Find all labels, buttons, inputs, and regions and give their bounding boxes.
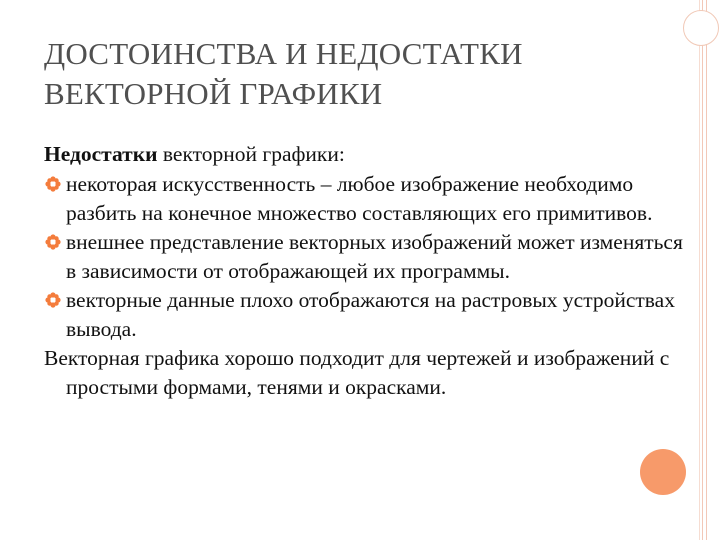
list-item — [44, 286, 684, 344]
slide-title — [44, 34, 664, 114]
title-line-1: ДОСТОИНСТВА И НЕДОСТАТКИ — [44, 36, 523, 71]
list-item-text: векторные данные плохо отображаются на растровых устройствах вывода. — [66, 288, 675, 341]
sun-flower-icon — [45, 234, 61, 250]
decorative-ring — [683, 10, 719, 46]
sun-flower-icon — [45, 292, 61, 308]
section-heading-bold: Недостатки — [44, 142, 158, 166]
conclusion-paragraph: Векторная графика хорошо подходит для чертежей и изображений с простыми формами, тенями и окрасками. — [44, 346, 670, 399]
list-item-text: внешнее представление векторных изображений может изменяться в зависимости от отображающей их программы. — [66, 230, 683, 283]
section-heading — [44, 140, 684, 169]
decorative-border-line — [699, 0, 700, 540]
sun-flower-icon — [45, 176, 61, 192]
list-item — [44, 170, 684, 228]
list-item-text: некоторая искусственность – любое изображение необходимо разбить на конечное множество составляющих его примитивов. — [66, 172, 653, 225]
decorative-border-line — [706, 0, 707, 540]
title-line-2: ВЕКТОРНОЙ ГРАФИКИ — [44, 76, 383, 111]
section-heading-rest: векторной графики: — [157, 142, 345, 166]
list-item — [44, 228, 684, 286]
decorative-border-line — [702, 0, 703, 540]
slide-content — [44, 140, 684, 402]
decorative-orange-circle — [640, 449, 686, 495]
